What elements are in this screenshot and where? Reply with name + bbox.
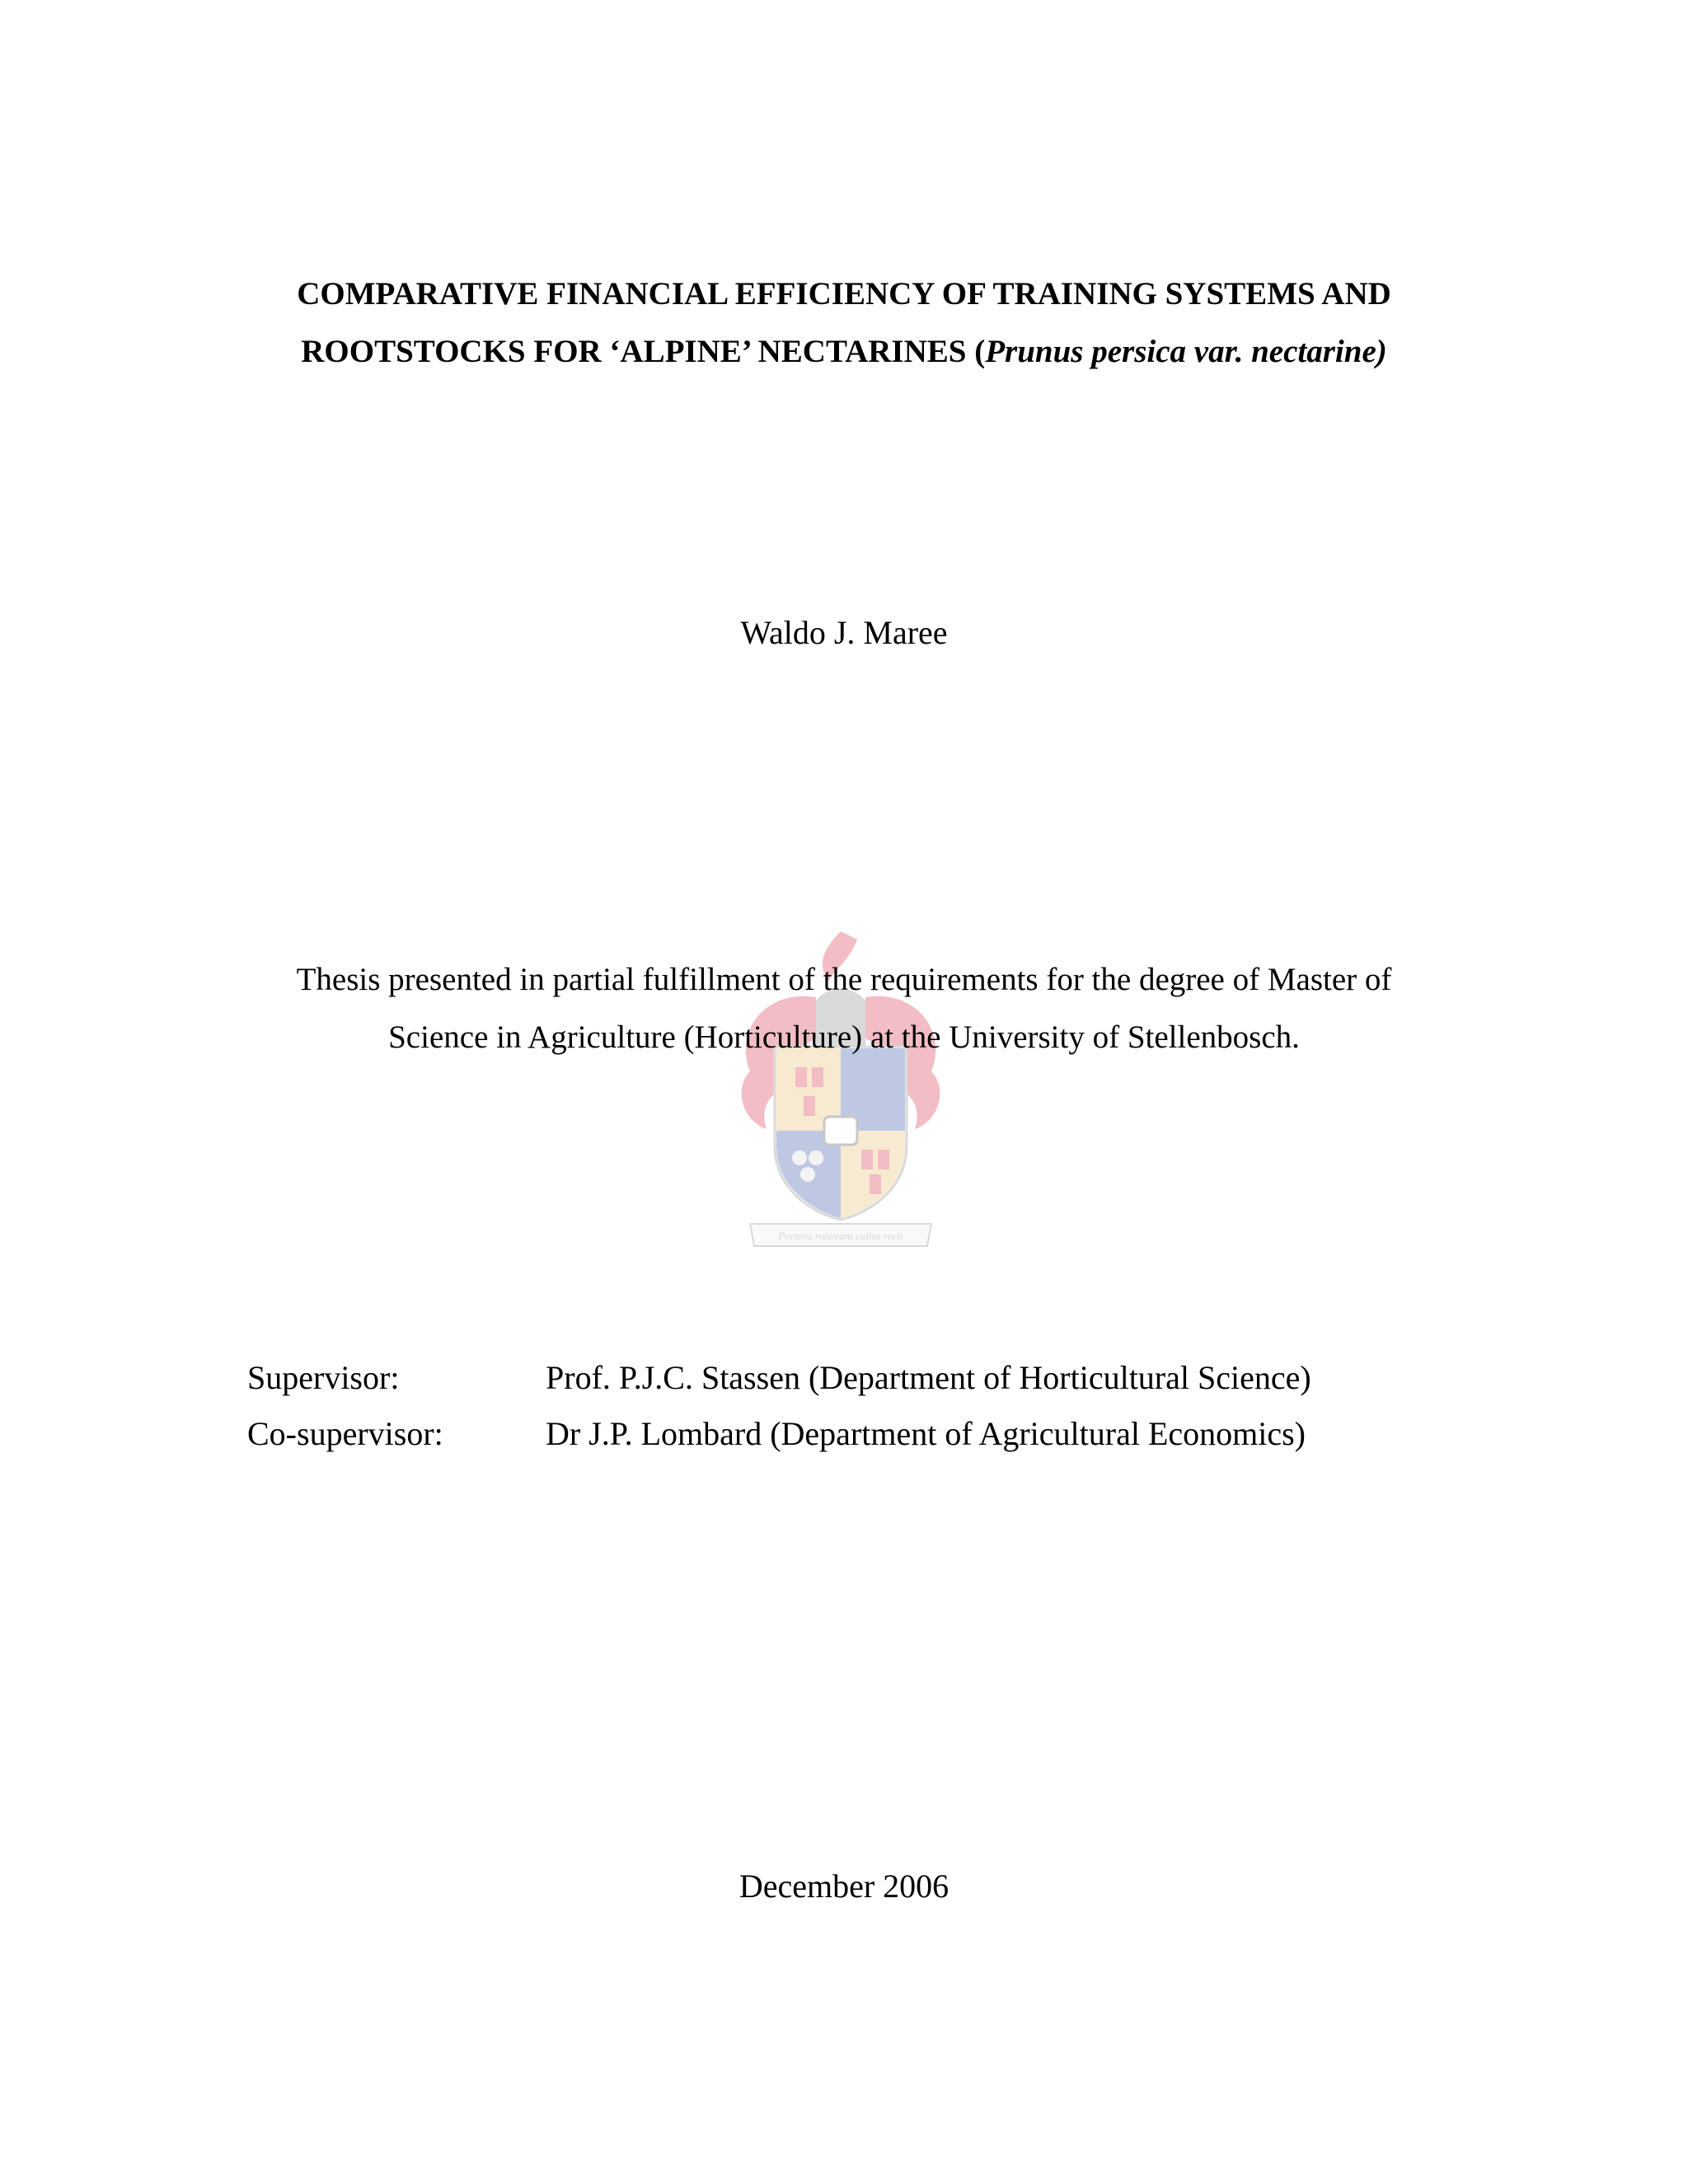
species-name: Prunus persica var. nectarine) [985, 334, 1387, 369]
supervisor-role: Supervisor: [247, 1359, 400, 1396]
crest-motto: Pectora roborant cultus recti [778, 1230, 903, 1242]
supervisors-list [247, 1350, 1311, 1462]
degree-statement [0, 951, 1688, 1066]
degree-statement-line-2: Science in Agriculture (Horticulture) at the University of Stellenbosch. [388, 1019, 1300, 1055]
co-supervisor-row [247, 1406, 1311, 1462]
thesis-title-line-1: COMPARATIVE FINANCIAL EFFICIENCY OF TRAINING SYSTEMS AND [297, 276, 1391, 312]
supervisor-name: Prof. P.J.C. Stassen (Department of Horticultural Science) [546, 1359, 1311, 1396]
co-supervisor-role: Co-supervisor: [247, 1415, 443, 1452]
supervisor-row [247, 1350, 1311, 1406]
degree-statement-line-1: Thesis presented in partial fulfillment of the requirements for the degree of Master of [296, 962, 1392, 997]
thesis-title [0, 265, 1688, 381]
submission-date: December 2006 [738, 1868, 950, 1905]
co-supervisor-name: Dr J.P. Lombard (Department of Agricultural Economics) [546, 1415, 1306, 1452]
thesis-title-line-2-text: ROOTSTOCKS FOR ‘ALPINE’ NECTARINES ( [301, 334, 986, 369]
author-name: Waldo J. Maree [740, 614, 948, 651]
thesis-title-line-2 [0, 323, 1688, 381]
